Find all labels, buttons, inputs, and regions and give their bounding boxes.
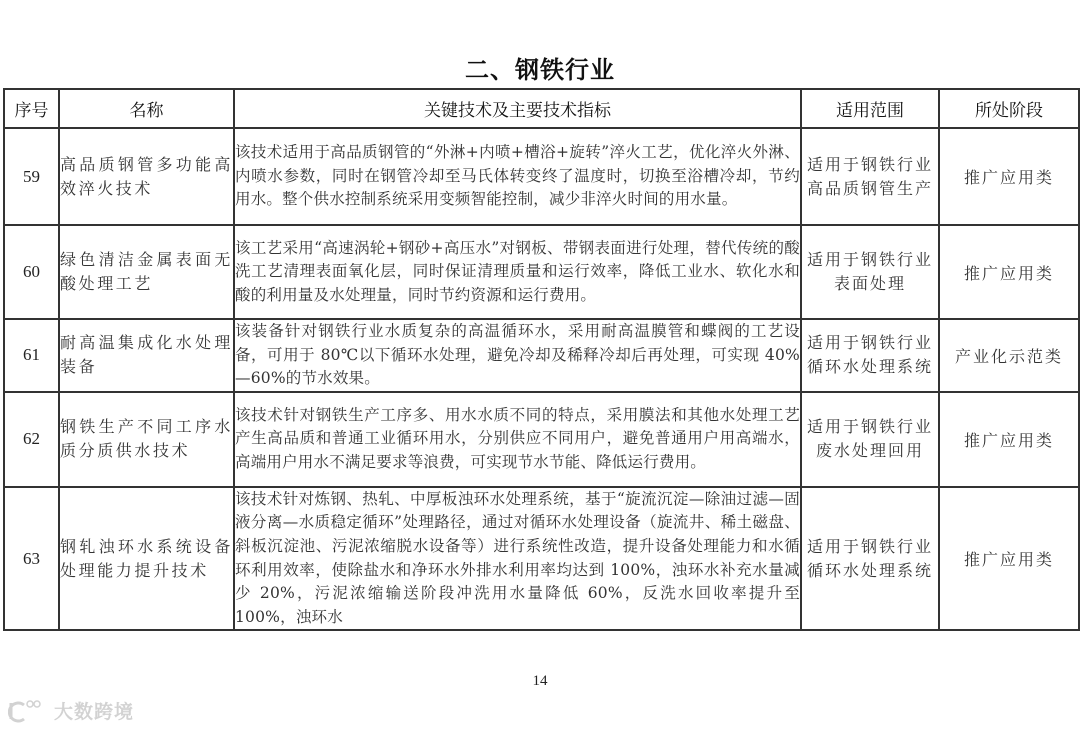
row-scope: 适用于钢铁行业循环水处理系统: [801, 319, 939, 392]
row-scope: 适用于钢铁行业废水处理回用: [801, 392, 939, 487]
table-row: [4, 225, 1079, 319]
row-scope: 适用于钢铁行业循环水处理系统: [801, 487, 939, 631]
row-description: 该装备针对钢铁行业水质复杂的高温循环水，采用耐高温膜管和蝶阀的工艺设备，可用于 80℃以下循环水处理，避免冷却及稀释冷却后再处理，可实现 40%—60%的节水效果。: [234, 319, 801, 392]
page-title: 二、钢铁行业: [465, 56, 615, 84]
row-stage: 产业化示范类: [939, 319, 1079, 392]
table-row: [4, 319, 1079, 392]
row-description: 该技术针对炼钢、热轧、中厚板浊环水处理系统，基于“旋流沉淀—除油过滤—固液分离—水质稳定循环”处理路径，通过对循环水处理设备（旋流井、稀土磁盘、斜板沉淀池、污泥浓缩脱水设备等）进行系统性改造，提升设备处理能力和水循环利用效率，使除盐水和净环水外排水利用率均达到 100%，浊环水补充水量减少 20%，污泥浓缩输送阶段冲洗用水量降低 60%，反洗水回收率提升至 100%，浊环水: [234, 487, 801, 631]
row-number: 62: [4, 392, 59, 487]
row-scope: 适用于钢铁行业高品质钢管生产: [801, 128, 939, 225]
table-header-row: [4, 89, 1079, 128]
row-number: 63: [4, 487, 59, 631]
row-stage: 推广应用类: [939, 392, 1079, 487]
header-scope: 适用范围: [801, 89, 939, 128]
header-desc: 关键技术及主要技术指标: [234, 89, 801, 128]
watermark: [8, 697, 134, 724]
row-number: 61: [4, 319, 59, 392]
row-description: 该技术适用于高品质钢管的“外淋+内喷+槽浴+旋转”淬火工艺，优化淬火外淋、内喷水参数，同时在钢管冷却至马氏体转变终了温度时，切换至浴槽冷却，节约用水。整个供水控制系统采用变频智能控制，减少非淬火时间的用水量。: [234, 128, 801, 225]
header-no: 序号: [4, 89, 59, 128]
table-row: [4, 487, 1079, 631]
row-name: 耐高温集成化水处理装备: [59, 319, 234, 392]
technology-table: [3, 88, 1080, 631]
row-name: 绿色清洁金属表面无酸处理工艺: [59, 225, 234, 319]
table-row: [4, 128, 1079, 225]
row-description: 该工艺采用“高速涡轮+钢砂+高压水”对钢板、带钢表面进行处理，替代传统的酸洗工艺清理表面氧化层，同时保证清理质量和运行效率，降低工业水、软化水和酸的利用量及水处理量，同时节约资源和运行费用。: [234, 225, 801, 319]
brand-logo-icon: [8, 699, 48, 723]
row-description: 该技术针对钢铁生产工序多、用水水质不同的特点，采用膜法和其他水处理工艺产生高品质和普通工业循环用水，分别供应不同用户，避免普通用户用高端水，高端用户用水不满足要求等浪费，可实现节水节能、降低运行费用。: [234, 392, 801, 487]
header-stage: 所处阶段: [939, 89, 1079, 128]
row-stage: 推广应用类: [939, 128, 1079, 225]
row-scope: 适用于钢铁行业表面处理: [801, 225, 939, 319]
row-name: 高品质钢管多功能高效淬火技术: [59, 128, 234, 225]
table-row: [4, 392, 1079, 487]
row-name: 钢铁生产不同工序水质分质供水技术: [59, 392, 234, 487]
watermark-brand-text: 大数跨境: [54, 701, 135, 723]
row-number: 59: [4, 128, 59, 225]
row-name: 钢轧浊环水系统设备处理能力提升技术: [59, 487, 234, 631]
row-number: 60: [4, 225, 59, 319]
page-number: 14: [532, 673, 548, 689]
header-name: 名称: [59, 89, 234, 128]
row-stage: 推广应用类: [939, 225, 1079, 319]
row-stage: 推广应用类: [939, 487, 1079, 631]
